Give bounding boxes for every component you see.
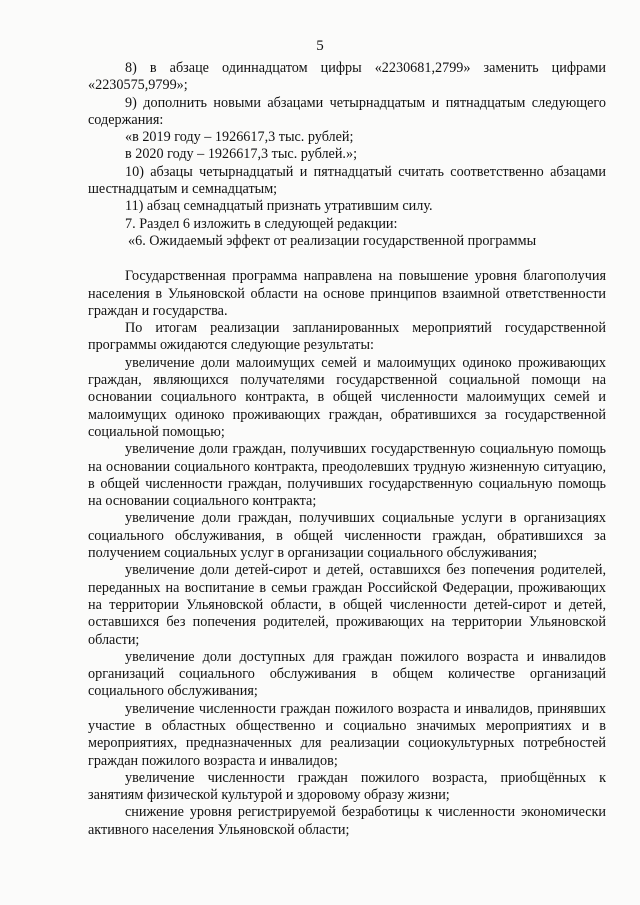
paragraph-10: увеличение доли малоимущих семей и малоимущих одиноко проживающих граждан, являющихся получателями государственной социальной помощи на основании социального контракта, в общей численности малоимущих семей и малоимущих одиноко проживающих граждан, обратившихся за государственной социальной помощью; [88, 354, 606, 440]
section-heading: «6. Ожидаемый эффект от реализации государственной программы [128, 232, 537, 249]
paragraph-7: 7. Раздел 6 изложить в следующей редакции: [125, 215, 398, 232]
paragraph-13: увеличение доли детей-сирот и детей, оставшихся без попечения родителей, переданных на воспитание в семьи граждан Российской Федерации, проживающих на территории Ульяновской области, в общей численности детей-сирот и детей, оставшихся без попечения родителей, проживающих на территории Ульяновской области; [88, 562, 606, 648]
paragraph-3: «в 2019 году – 1926617,3 тыс. рублей; [125, 129, 354, 146]
paragraph-2: 9) дополнить новыми абзацами четырнадцатым и пятнадцатым следующего содержания: [88, 94, 606, 128]
paragraph-9: По итогам реализации запланированных мероприятий государственной программы ожидаются следующие результаты: [88, 320, 606, 354]
paragraph-5: 10) абзацы четырнадцатый и пятнадцатый считать соответственно абзацами шестнадцатым и семнадцатым; [88, 163, 606, 198]
paragraph-14: увеличение доли доступных для граждан пожилого возраста и инвалидов организаций социального обслуживания в общем количестве организаций социального обслуживания; [88, 648, 606, 700]
paragraph-17: снижение уровня регистрируемой безработицы к численности экономически активного населения Ульяновской области; [88, 804, 606, 838]
paragraph-1: 8) в абзаце одиннадцатом цифры «2230681,2799» заменить цифрами «2230575,9799»; [88, 60, 606, 94]
paragraph-6: 11) абзац семнадцатый признать утратившим силу. [125, 198, 433, 215]
paragraph-8: Государственная программа направлена на повышение уровня благополучия населения в Ульяновской области на основе принципов взаимной ответственности граждан и государства. [88, 268, 606, 319]
paragraph-16: увеличение численности граждан пожилого возраста, приобщённых к занятиям физической культурой и здоровому образу жизни; [88, 769, 606, 804]
blank-line [88, 250, 606, 268]
page-number: 5 [316, 38, 324, 54]
paragraph-11: увеличение доли граждан, получивших государственную социальную помощь на основании социального контракта, преодолевших трудную жизненную ситуацию, в общей численности граждан, получивших государственную социальную помощь на основании социального контракта; [88, 441, 606, 510]
paragraph-12: увеличение доли граждан, получивших социальные услуги в организациях социального обслуживания, в общей численности граждан, обратившихся за получением социальных услуг в организации социального обслуживания; [88, 510, 606, 562]
document-body [88, 60, 606, 839]
paragraph-4: в 2020 году – 1926617,3 тыс. рублей.»; [125, 146, 358, 163]
paragraph-15: увеличение численности граждан пожилого возраста и инвалидов, принявших участие в областных общественно и социально значимых мероприятиях и в мероприятиях, предназначенных для реализации социокультурных потребностей граждан пожилого возраста и инвалидов; [88, 700, 606, 769]
